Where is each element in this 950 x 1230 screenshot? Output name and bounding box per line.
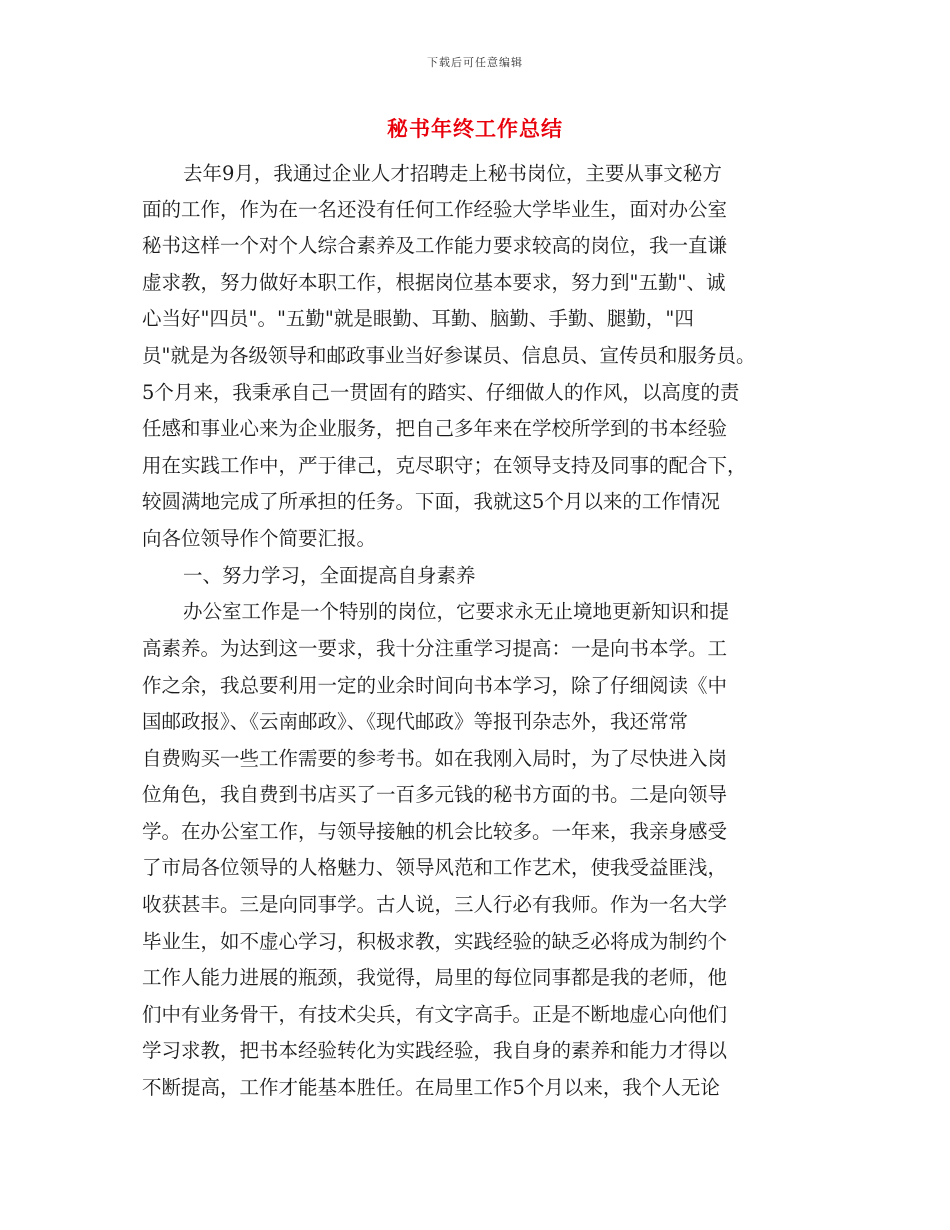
paragraph-line: 工作人能力进展的瓶颈，我觉得，局里的每位同事都是我的老师，他 (142, 966, 728, 989)
paragraph-line: 虚求教，努力做好本职工作，根据岗位基本要求，努力到"五勤"、诚 (142, 271, 726, 294)
paragraph-line: 收获甚丰。三是向同事学。古人说，三人行必有我师。作为一名大学 (142, 893, 728, 916)
paragraph-line: 较圆满地完成了所承担的任务。下面，我就这5个月以来的工作情况 (142, 490, 720, 513)
paragraph-line: 了市局各位领导的人格魅力、领导风范和工作艺术，使我受益匪浅， (142, 856, 728, 879)
paragraph-line: 面的工作，作为在一名还没有任何工作经验大学毕业生，面对办公室 (142, 198, 728, 221)
paragraph-line: 高素养。为达到这一要求，我十分注重学习提高：一是向书本学。工 (142, 637, 728, 660)
paragraph-line: 们中有业务骨干，有技术尖兵，有文字高手。正是不断地虚心向他们 (142, 1003, 728, 1026)
paragraph-line: 向各位领导作个简要汇报。 (142, 527, 377, 550)
paragraph-line: 用在实践工作中，严于律己，克尽职守；在领导支持及同事的配合下， (142, 454, 747, 477)
document-title: 秘书年终工作总结 (387, 116, 563, 141)
paragraph-line: 作之余，我总要利用一定的业余时间向书本学习，除了仔细阅读《中 (142, 674, 728, 697)
header-note: 下载后可任意编辑 (427, 56, 523, 69)
paragraph-line: 国邮政报》、《云南邮政》、《现代邮政》等报刊杂志外，我还常常 (142, 710, 689, 733)
paragraph-line: 5个月来，我秉承自己一贯固有的踏实、仔细做人的作风，以高度的责 (142, 381, 740, 404)
paragraph-line: 自费购买一些工作需要的参考书。如在我刚入局时，为了尽快进入岗 (142, 747, 728, 770)
paragraph-line: 员"就是为各级领导和邮政事业当好参谋员、信息员、宣传员和服务员。 (142, 344, 756, 367)
paragraph-line: 学。在办公室工作，与领导接触的机会比较多。一年来，我亲身感受 (142, 820, 728, 843)
paragraph-line: 心当好"四员"。"五勤"就是眼勤、耳勤、脑勤、手勤、腿勤，"四 (142, 307, 694, 330)
paragraph-line: 位角色，我自费到书店买了一百多元钱的秘书方面的书。二是向领导 (142, 783, 728, 806)
section-heading: 一、努力学习，全面提高自身素养 (183, 564, 476, 587)
paragraph-line: 毕业生，如不虚心学习，积极求教，实践经验的缺乏必将成为制约个 (142, 930, 728, 953)
paragraph-line: 学习求教，把书本经验转化为实践经验，我自身的素养和能力才得以 (142, 1039, 728, 1062)
paragraph-line: 秘书这样一个对个人综合素养及工作能力要求较高的岗位，我一直谦 (142, 234, 728, 257)
paragraph-line: 办公室工作是一个特别的岗位，它要求永无止境地更新知识和提 (183, 600, 730, 623)
paragraph-line: 任感和事业心来为企业服务，把自己多年来在学校所学到的书本经验 (142, 417, 728, 440)
paragraph-line: 去年9月，我通过企业人才招聘走上秘书岗位，主要从事文秘方 (183, 162, 722, 185)
paragraph-line: 不断提高，工作才能基本胜任。在局里工作5个月以来，我个人无论 (142, 1076, 720, 1099)
